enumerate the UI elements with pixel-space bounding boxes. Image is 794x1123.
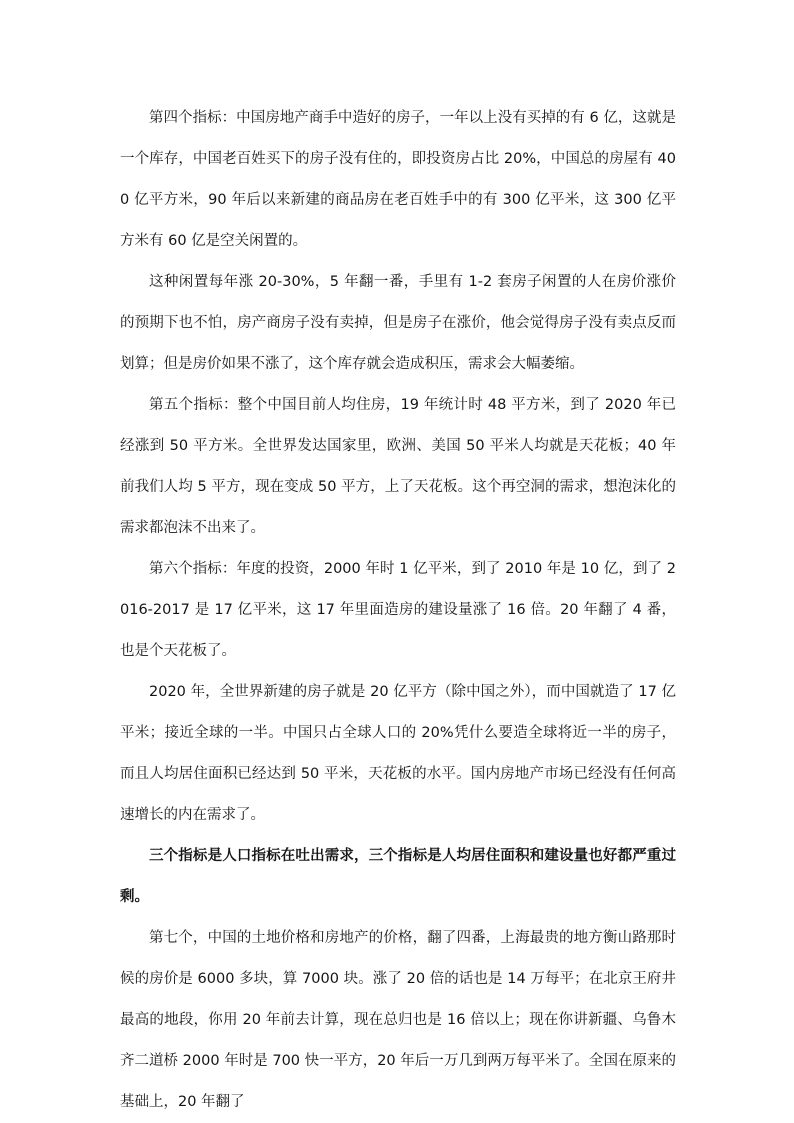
paragraph-vacancy: 这种闲置每年涨 20-30%，5 年翻一番，手里有 1-2 套房子闲置的人在房价涨价的预期下也不怕，房产商房子没有卖掉，但是房子在涨价，他会觉得房子没有卖点反而划算；但是房价如果不涨了，这个库存就会造成积压，需求会大幅萎缩。 [120,274,676,372]
paragraph-indicator-7: 第七个，中国的土地价格和房地产的价格，翻了四番，上海最贵的地方衡山路那时候的房价是 6000 多块，算 7000 块。涨了 20 倍的话也是 14 万每平；在北京王府井最高的地段，你用 20 年前去计算，现在总归也是 16 倍以上；现在你讲新疆、乌鲁木齐二道桥 2000 年时是 700 快一平方，20 年后一万几到两万每平米了。全国在原来的基础上，20 年翻了 [120,930,676,1110]
paragraph-summary-bold: 三个指标是人口指标在吐出需求，三个指标是人均居住面积和建设量也好都严重过剩。 [120,848,676,905]
paragraph-indicator-4: 第四个指标：中国房地产商手中造好的房子，一年以上没有买掉的有 6 亿，这就是一个库存，中国老百姓买下的房子没有住的，即投资房占比 20%，中国总的房屋有 400 亿平方米，90 年后以来新建的商品房在老百姓手中的有 300 亿平米，这 300 亿平方米有 60 亿是空关闲置的。 [120,110,676,249]
paragraph-2020-construction: 2020 年，全世界新建的房子就是 20 亿平方（除中国之外），而中国就造了 17 亿平米；接近全球的一半。中国只占全球人口的 20%凭什么要造全球将近一半的房子，而且人均居住面积已经达到 50 平米，天花板的水平。国内房地产市场已经没有任何高速增长的内在需求了。 [120,684,676,823]
document-body [120,98,676,1123]
paragraph-indicator-6: 第六个指标：年度的投资，2000 年时 1 亿平米，到了 2010 年是 10 亿，到了 2016-2017 是 17 亿平米，这 17 年里面造房的建设量涨了 16 倍。20 年翻了 4 番，也是个天花板了。 [120,561,676,659]
paragraph-indicator-5: 第五个指标：整个中国目前人均住房，19 年统计时 48 平方米，到了 2020 年已经涨到 50 平方米。全世界发达国家里，欧洲、美国 50 平米人均就是天花板；40 年前我们人均 5 平方，现在变成 50 平方，上了天花板。这个再空洞的需求，想泡沫化的需求都泡沫不出来了。 [120,397,676,536]
